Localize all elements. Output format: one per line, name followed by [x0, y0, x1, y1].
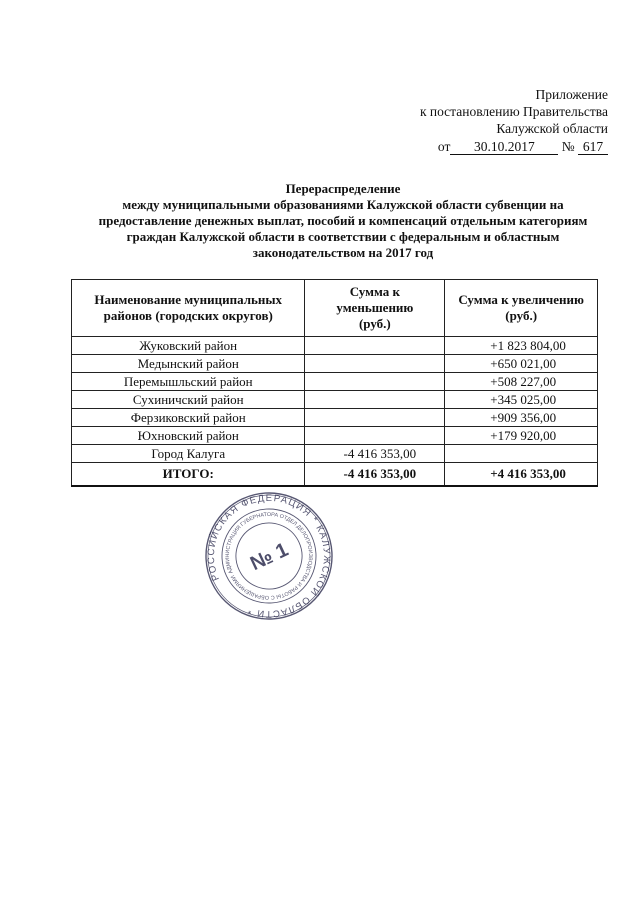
district-name: Юхновский район	[72, 427, 305, 445]
header-increase: Сумма к увеличению (руб.)	[445, 280, 598, 337]
table-row	[72, 355, 598, 373]
district-name: Город Калуга	[72, 445, 305, 463]
table-row	[72, 373, 598, 391]
header-name: Наименование муниципальных районов (городских округов)	[72, 280, 305, 337]
decrease-amount	[305, 409, 445, 427]
appendix-resolution: к постановлению Правительства	[419, 104, 608, 119]
increase-amount: +345 025,00	[445, 391, 598, 409]
increase-amount	[445, 445, 598, 463]
total-increase: +4 416 353,00	[445, 463, 598, 487]
table-header-row	[72, 280, 598, 337]
title-line-5: законодательством на 2017 год	[252, 245, 434, 260]
appendix-date-number	[420, 138, 608, 155]
title-line-4: граждан Калужской области в соответствии с федеральным и областным	[126, 229, 560, 244]
table-row	[72, 409, 598, 427]
table-row	[72, 427, 598, 445]
table-row	[72, 445, 598, 463]
increase-amount: +650 021,00	[445, 355, 598, 373]
appendix-region: Калужской области	[496, 121, 608, 136]
district-name: Сухиничский район	[72, 391, 305, 409]
from-label: от	[437, 139, 451, 154]
district-name: Жуковский район	[72, 337, 305, 355]
title-line-1: Перераспределение	[285, 181, 401, 196]
appendix-title: Приложение	[535, 87, 608, 102]
title-line-2: между муниципальными образованиями Калужской области субвенции на	[122, 197, 564, 212]
decrease-amount	[305, 337, 445, 355]
number-label: №	[561, 139, 575, 154]
table-row	[72, 337, 598, 355]
decrease-amount	[305, 427, 445, 445]
redistribution-table	[71, 279, 598, 487]
seal-number: № 1	[247, 538, 292, 576]
header-decrease: Сумма к уменьшению (руб.)	[305, 280, 445, 337]
resolution-number: 617	[578, 140, 608, 155]
document-title	[70, 181, 616, 261]
district-name: Ферзиковский район	[72, 409, 305, 427]
increase-amount: +909 356,00	[445, 409, 598, 427]
increase-amount: +1 823 804,00	[445, 337, 598, 355]
total-decrease: -4 416 353,00	[305, 463, 445, 487]
total-label: ИТОГО:	[72, 463, 305, 487]
district-name: Перемышльский район	[72, 373, 305, 391]
decrease-amount	[305, 355, 445, 373]
decrease-amount: -4 416 353,00	[305, 445, 445, 463]
table-row	[72, 391, 598, 409]
seal-outer-text: РОССИЙСКАЯ ФЕДЕРАЦИЯ * КАЛУЖСКОЙ ОБЛАСТИ *	[205, 492, 333, 620]
total-row	[72, 463, 598, 487]
official-seal-stamp	[194, 491, 344, 621]
appendix-block	[420, 86, 608, 155]
decrease-amount	[305, 373, 445, 391]
district-name: Медынский район	[72, 355, 305, 373]
increase-amount: +508 227,00	[445, 373, 598, 391]
decrease-amount	[305, 391, 445, 409]
increase-amount: +179 920,00	[445, 427, 598, 445]
seal-inner-text: АДМИНИСТРАЦИЯ ГУБЕРНАТОРА ОТДЕЛ ДЕЛОПРОИЗВОДСТВА И РАБОТЫ С ОБРАЩЕНИЯМИ	[224, 511, 314, 601]
title-line-3: предоставление денежных выплат, пособий и компенсаций отдельным категориям	[98, 213, 588, 228]
resolution-date: 30.10.2017	[450, 140, 558, 155]
